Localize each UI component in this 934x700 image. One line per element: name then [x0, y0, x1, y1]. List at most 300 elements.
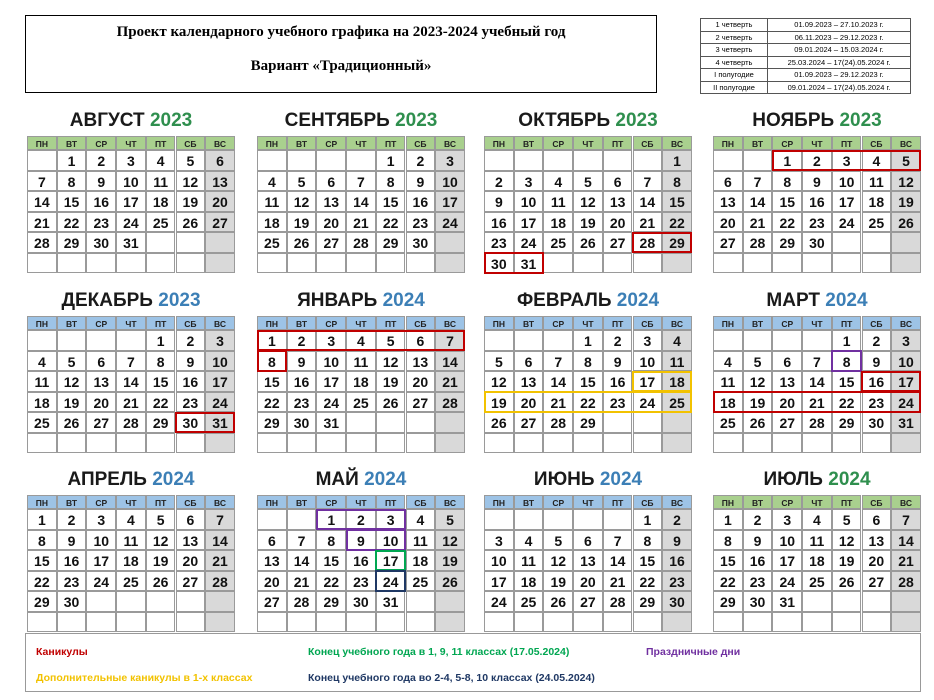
- empty-cell: [862, 612, 892, 633]
- month-year: 2024: [828, 469, 871, 490]
- day-cell: 28: [603, 591, 633, 612]
- day-cell: 23: [484, 232, 514, 253]
- day-cell: 18: [27, 392, 57, 413]
- day-cell: 20: [862, 550, 892, 571]
- day-cell: 21: [27, 212, 57, 233]
- day-cell: 11: [514, 550, 544, 571]
- day-cell: 8: [57, 171, 87, 192]
- day-cell: 11: [116, 530, 146, 551]
- day-cell: 18: [146, 191, 176, 212]
- empty-cell: [832, 433, 862, 454]
- day-cell: 3: [435, 150, 465, 171]
- empty-cell: [257, 612, 287, 633]
- weekday-header: СБ: [862, 136, 892, 150]
- quarter-row: [701, 81, 911, 94]
- day-cell: 23: [743, 571, 773, 592]
- month-grid: [257, 495, 465, 632]
- day-cell: 18: [802, 550, 832, 571]
- day-cell: 12: [573, 191, 603, 212]
- day-cell: 4: [514, 530, 544, 551]
- day-cell: 20: [713, 212, 743, 233]
- day-cell: 18: [543, 212, 573, 233]
- weekday-header: ВС: [891, 495, 921, 509]
- day-cell: 19: [543, 571, 573, 592]
- day-cell: 16: [176, 371, 206, 392]
- empty-cell: [573, 612, 603, 633]
- month-year: 2024: [152, 469, 195, 490]
- empty-cell: [543, 612, 573, 633]
- day-cell: 16: [862, 371, 892, 392]
- weekday-header: ВС: [205, 495, 235, 509]
- month-title: [484, 290, 692, 312]
- day-cell: 3: [484, 530, 514, 551]
- empty-cell: [435, 433, 465, 454]
- empty-cell: [743, 330, 773, 351]
- empty-cell: [743, 150, 773, 171]
- day-cell: 7: [633, 171, 663, 192]
- day-cell: 30: [346, 591, 376, 612]
- day-cell: 24: [86, 571, 116, 592]
- day-cell: 4: [346, 330, 376, 351]
- empty-cell: [287, 509, 317, 530]
- day-cell: 22: [713, 571, 743, 592]
- day-cell: 30: [176, 412, 206, 433]
- day-cell: 31: [116, 232, 146, 253]
- day-cell: 29: [832, 412, 862, 433]
- month-grid: [713, 136, 921, 273]
- empty-cell: [86, 253, 116, 274]
- day-cell: 22: [662, 212, 692, 233]
- empty-cell: [406, 591, 436, 612]
- weekday-header: ВС: [205, 136, 235, 150]
- day-cell: 7: [891, 509, 921, 530]
- day-cell: 18: [713, 392, 743, 413]
- day-cell: 8: [27, 530, 57, 551]
- empty-cell: [633, 412, 663, 433]
- day-cell: 9: [57, 530, 87, 551]
- day-cell: 14: [287, 550, 317, 571]
- legend-extra-holidays: Дополнительные каникулы в 1-х классах: [36, 672, 253, 684]
- empty-cell: [802, 591, 832, 612]
- empty-cell: [406, 433, 436, 454]
- weekday-header: СР: [772, 136, 802, 150]
- empty-cell: [543, 433, 573, 454]
- day-cell: 9: [484, 191, 514, 212]
- day-cell: 15: [316, 550, 346, 571]
- month-grid: [257, 136, 465, 273]
- month-name: ИЮЛЬ: [763, 469, 829, 490]
- day-cell: 23: [57, 571, 87, 592]
- day-cell: 6: [406, 330, 436, 351]
- day-cell: 6: [257, 530, 287, 551]
- weekday-header: ЧТ: [346, 136, 376, 150]
- day-cell: 7: [802, 351, 832, 372]
- empty-cell: [116, 612, 146, 633]
- day-cell: 12: [891, 171, 921, 192]
- day-cell: 8: [376, 171, 406, 192]
- day-cell: 18: [406, 550, 436, 571]
- title-box: [25, 15, 657, 93]
- weekday-header: ЧТ: [802, 495, 832, 509]
- day-cell: 11: [257, 191, 287, 212]
- day-cell: 15: [633, 550, 663, 571]
- day-cell: 24: [633, 392, 663, 413]
- day-cell: 15: [146, 371, 176, 392]
- empty-cell: [176, 591, 206, 612]
- month-title: [257, 469, 465, 491]
- day-cell: 3: [205, 330, 235, 351]
- empty-cell: [514, 150, 544, 171]
- day-cell: 30: [484, 253, 514, 274]
- weekday-header: ВТ: [287, 495, 317, 509]
- day-cell: 30: [86, 232, 116, 253]
- day-cell: 12: [146, 530, 176, 551]
- day-cell: 15: [662, 191, 692, 212]
- day-cell: 24: [484, 591, 514, 612]
- month-title: [713, 469, 921, 491]
- day-cell: 13: [573, 550, 603, 571]
- day-cell: 20: [406, 371, 436, 392]
- day-cell: 16: [662, 550, 692, 571]
- day-cell: 14: [543, 371, 573, 392]
- empty-cell: [662, 433, 692, 454]
- day-cell: 14: [346, 191, 376, 212]
- day-cell: 18: [662, 371, 692, 392]
- weekday-header: СР: [772, 316, 802, 330]
- period-holiday-marker: [257, 350, 288, 372]
- day-cell: 20: [205, 191, 235, 212]
- day-cell: 14: [27, 191, 57, 212]
- day-cell: 17: [514, 212, 544, 233]
- day-cell: 17: [832, 191, 862, 212]
- empty-cell: [176, 433, 206, 454]
- day-cell: 9: [743, 530, 773, 551]
- day-cell: 22: [257, 392, 287, 413]
- day-cell: 22: [57, 212, 87, 233]
- weekday-header: ВС: [662, 136, 692, 150]
- weekday-header: ПН: [713, 136, 743, 150]
- empty-cell: [832, 253, 862, 274]
- weekday-header: ПТ: [376, 316, 406, 330]
- legend-end-year-1: Конец учебного года в 1, 9, 11 классах (17.05.2024): [308, 646, 570, 658]
- empty-cell: [346, 433, 376, 454]
- day-cell: 22: [146, 392, 176, 413]
- day-cell: 27: [86, 412, 116, 433]
- day-cell: 25: [713, 412, 743, 433]
- month-grid: [713, 495, 921, 632]
- weekday-header: ВС: [435, 136, 465, 150]
- month-name: АПРЕЛЬ: [67, 469, 153, 490]
- period-holiday-marker: [175, 412, 235, 434]
- month-year: 2023: [615, 110, 658, 131]
- period-holiday-marker: [713, 391, 922, 413]
- day-cell: 21: [603, 571, 633, 592]
- day-cell: 9: [287, 351, 317, 372]
- day-cell: 19: [176, 191, 206, 212]
- day-cell: 15: [832, 371, 862, 392]
- day-cell: 11: [146, 171, 176, 192]
- period-extra-marker: [632, 371, 692, 393]
- day-cell: 1: [662, 150, 692, 171]
- period-holiday-marker: [484, 252, 544, 274]
- day-cell: 11: [862, 171, 892, 192]
- day-cell: 20: [257, 571, 287, 592]
- month-year: 2024: [382, 290, 425, 311]
- day-cell: 7: [543, 351, 573, 372]
- day-cell: 8: [257, 351, 287, 372]
- quarter-name: 1 четверть: [701, 19, 768, 32]
- day-cell: 5: [176, 150, 206, 171]
- day-cell: 9: [176, 351, 206, 372]
- day-cell: 13: [316, 191, 346, 212]
- quarter-row: [701, 19, 911, 32]
- page-title: Проект календарного учебного графика на 2023-2024 учебный год: [116, 24, 566, 40]
- empty-cell: [772, 330, 802, 351]
- empty-cell: [543, 509, 573, 530]
- day-cell: 7: [435, 330, 465, 351]
- month-block: [484, 469, 692, 610]
- empty-cell: [316, 150, 346, 171]
- day-cell: 12: [543, 550, 573, 571]
- weekday-header: СР: [86, 495, 116, 509]
- weekday-header: ПН: [27, 495, 57, 509]
- day-cell: 3: [832, 150, 862, 171]
- day-cell: 20: [603, 212, 633, 233]
- empty-cell: [257, 433, 287, 454]
- day-cell: 1: [57, 150, 87, 171]
- day-cell: 16: [406, 191, 436, 212]
- month-block: [484, 290, 692, 431]
- day-cell: 28: [543, 412, 573, 433]
- empty-cell: [257, 150, 287, 171]
- day-cell: 22: [376, 212, 406, 233]
- empty-cell: [316, 612, 346, 633]
- day-cell: 1: [316, 509, 346, 530]
- weekday-header: ВС: [205, 316, 235, 330]
- month-grid: [484, 495, 692, 632]
- month-name: МАЙ: [315, 469, 365, 490]
- day-cell: 29: [27, 591, 57, 612]
- day-cell: 31: [205, 412, 235, 433]
- month-block: [713, 110, 921, 251]
- weekday-header: СБ: [862, 495, 892, 509]
- month-grid: [27, 316, 235, 453]
- day-cell: 25: [662, 392, 692, 413]
- day-cell: 2: [743, 509, 773, 530]
- day-cell: 2: [86, 150, 116, 171]
- empty-cell: [662, 612, 692, 633]
- month-block: [27, 110, 235, 251]
- day-cell: 5: [376, 330, 406, 351]
- weekday-header: ВТ: [514, 495, 544, 509]
- month-title: [257, 290, 465, 312]
- weekday-header: ВС: [435, 495, 465, 509]
- day-cell: 23: [862, 392, 892, 413]
- day-cell: 11: [713, 371, 743, 392]
- day-cell: 1: [633, 509, 663, 530]
- month-year: 2024: [599, 469, 643, 490]
- empty-cell: [376, 253, 406, 274]
- day-cell: 3: [772, 509, 802, 530]
- day-cell: 28: [891, 571, 921, 592]
- weekday-header: ПТ: [832, 136, 862, 150]
- empty-cell: [862, 232, 892, 253]
- period-end1-marker: [375, 550, 406, 572]
- weekday-header: ПН: [713, 495, 743, 509]
- empty-cell: [772, 253, 802, 274]
- empty-cell: [543, 330, 573, 351]
- empty-cell: [116, 591, 146, 612]
- day-cell: 12: [176, 171, 206, 192]
- day-cell: 21: [891, 550, 921, 571]
- period-holiday-marker: [861, 371, 921, 393]
- day-cell: 10: [116, 171, 146, 192]
- day-cell: 26: [376, 392, 406, 413]
- weekday-header: ПН: [257, 495, 287, 509]
- day-cell: 4: [146, 150, 176, 171]
- day-cell: 6: [86, 351, 116, 372]
- day-cell: 8: [713, 530, 743, 551]
- day-cell: 18: [346, 371, 376, 392]
- month-name: МАРТ: [766, 290, 826, 311]
- month-title: [27, 290, 235, 312]
- quarter-row: [701, 56, 911, 69]
- weekday-header: ВТ: [287, 316, 317, 330]
- empty-cell: [484, 612, 514, 633]
- day-cell: 17: [205, 371, 235, 392]
- day-cell: 12: [376, 351, 406, 372]
- empty-cell: [891, 433, 921, 454]
- day-cell: 8: [573, 351, 603, 372]
- day-cell: 18: [514, 571, 544, 592]
- day-cell: 24: [772, 571, 802, 592]
- day-cell: 1: [772, 150, 802, 171]
- day-cell: 22: [832, 392, 862, 413]
- weekday-header: ПН: [257, 136, 287, 150]
- day-cell: 20: [176, 550, 206, 571]
- weekday-header: ПН: [257, 316, 287, 330]
- weekday-header: СР: [316, 136, 346, 150]
- weekday-header: ЧТ: [346, 495, 376, 509]
- day-cell: 13: [603, 191, 633, 212]
- day-cell: 23: [662, 571, 692, 592]
- quarter-name: 2 четверть: [701, 31, 768, 44]
- empty-cell: [205, 253, 235, 274]
- weekday-header: ВТ: [743, 316, 773, 330]
- day-cell: 18: [116, 550, 146, 571]
- day-cell: 12: [832, 530, 862, 551]
- day-cell: 14: [891, 530, 921, 551]
- day-cell: 4: [116, 509, 146, 530]
- month-title: [257, 110, 465, 132]
- weekday-header: ПТ: [832, 316, 862, 330]
- month-grid: [27, 136, 235, 273]
- day-cell: 21: [116, 392, 146, 413]
- weekday-header: СБ: [633, 495, 663, 509]
- empty-cell: [435, 232, 465, 253]
- day-cell: 29: [713, 591, 743, 612]
- weekday-header: ВТ: [57, 495, 87, 509]
- month-block: [257, 110, 465, 251]
- day-cell: 10: [376, 530, 406, 551]
- weekday-header: ВТ: [57, 316, 87, 330]
- weekday-header: ПН: [713, 316, 743, 330]
- day-cell: 18: [257, 212, 287, 233]
- period-holiday-marker: [632, 232, 692, 254]
- day-cell: 17: [116, 191, 146, 212]
- weekday-header: ПТ: [146, 136, 176, 150]
- day-cell: 10: [832, 171, 862, 192]
- day-cell: 15: [257, 371, 287, 392]
- weekday-header: ЧТ: [346, 316, 376, 330]
- day-cell: 7: [346, 171, 376, 192]
- empty-cell: [346, 253, 376, 274]
- empty-cell: [257, 509, 287, 530]
- weekday-header: СР: [316, 316, 346, 330]
- day-cell: 27: [406, 392, 436, 413]
- day-cell: 19: [146, 550, 176, 571]
- empty-cell: [86, 330, 116, 351]
- day-cell: 15: [57, 191, 87, 212]
- day-cell: 27: [316, 232, 346, 253]
- day-cell: 5: [57, 351, 87, 372]
- day-cell: 22: [573, 392, 603, 413]
- quarter-name: I полугодие: [701, 69, 768, 82]
- day-cell: 10: [435, 171, 465, 192]
- day-cell: 27: [772, 412, 802, 433]
- empty-cell: [57, 330, 87, 351]
- day-cell: 4: [27, 351, 57, 372]
- month-name: СЕНТЯБРЬ: [284, 110, 396, 131]
- month-title: [484, 469, 692, 491]
- day-cell: 6: [713, 171, 743, 192]
- day-cell: 1: [146, 330, 176, 351]
- empty-cell: [116, 433, 146, 454]
- empty-cell: [57, 253, 87, 274]
- day-cell: 15: [713, 550, 743, 571]
- quarter-name: II полугодие: [701, 81, 768, 94]
- day-cell: 14: [116, 371, 146, 392]
- quarter-row: [701, 69, 911, 82]
- month-title: [713, 290, 921, 312]
- day-cell: 10: [514, 191, 544, 212]
- day-cell: 20: [86, 392, 116, 413]
- period-holiday-marker: [257, 330, 466, 352]
- empty-cell: [287, 433, 317, 454]
- weekday-header: СБ: [406, 316, 436, 330]
- empty-cell: [862, 591, 892, 612]
- day-cell: 15: [376, 191, 406, 212]
- day-cell: 27: [514, 412, 544, 433]
- empty-cell: [891, 253, 921, 274]
- month-title: [27, 469, 235, 491]
- empty-cell: [435, 412, 465, 433]
- day-cell: 18: [862, 191, 892, 212]
- day-cell: 14: [633, 191, 663, 212]
- weekday-header: ЧТ: [802, 136, 832, 150]
- day-cell: 16: [802, 191, 832, 212]
- weekday-header: СР: [86, 316, 116, 330]
- day-cell: 22: [316, 571, 346, 592]
- empty-cell: [713, 330, 743, 351]
- month-year: 2024: [616, 290, 660, 311]
- day-cell: 26: [543, 591, 573, 612]
- day-cell: 3: [116, 150, 146, 171]
- day-cell: 31: [376, 591, 406, 612]
- month-name: ЯНВАРЬ: [297, 290, 383, 311]
- empty-cell: [713, 150, 743, 171]
- day-cell: 20: [573, 571, 603, 592]
